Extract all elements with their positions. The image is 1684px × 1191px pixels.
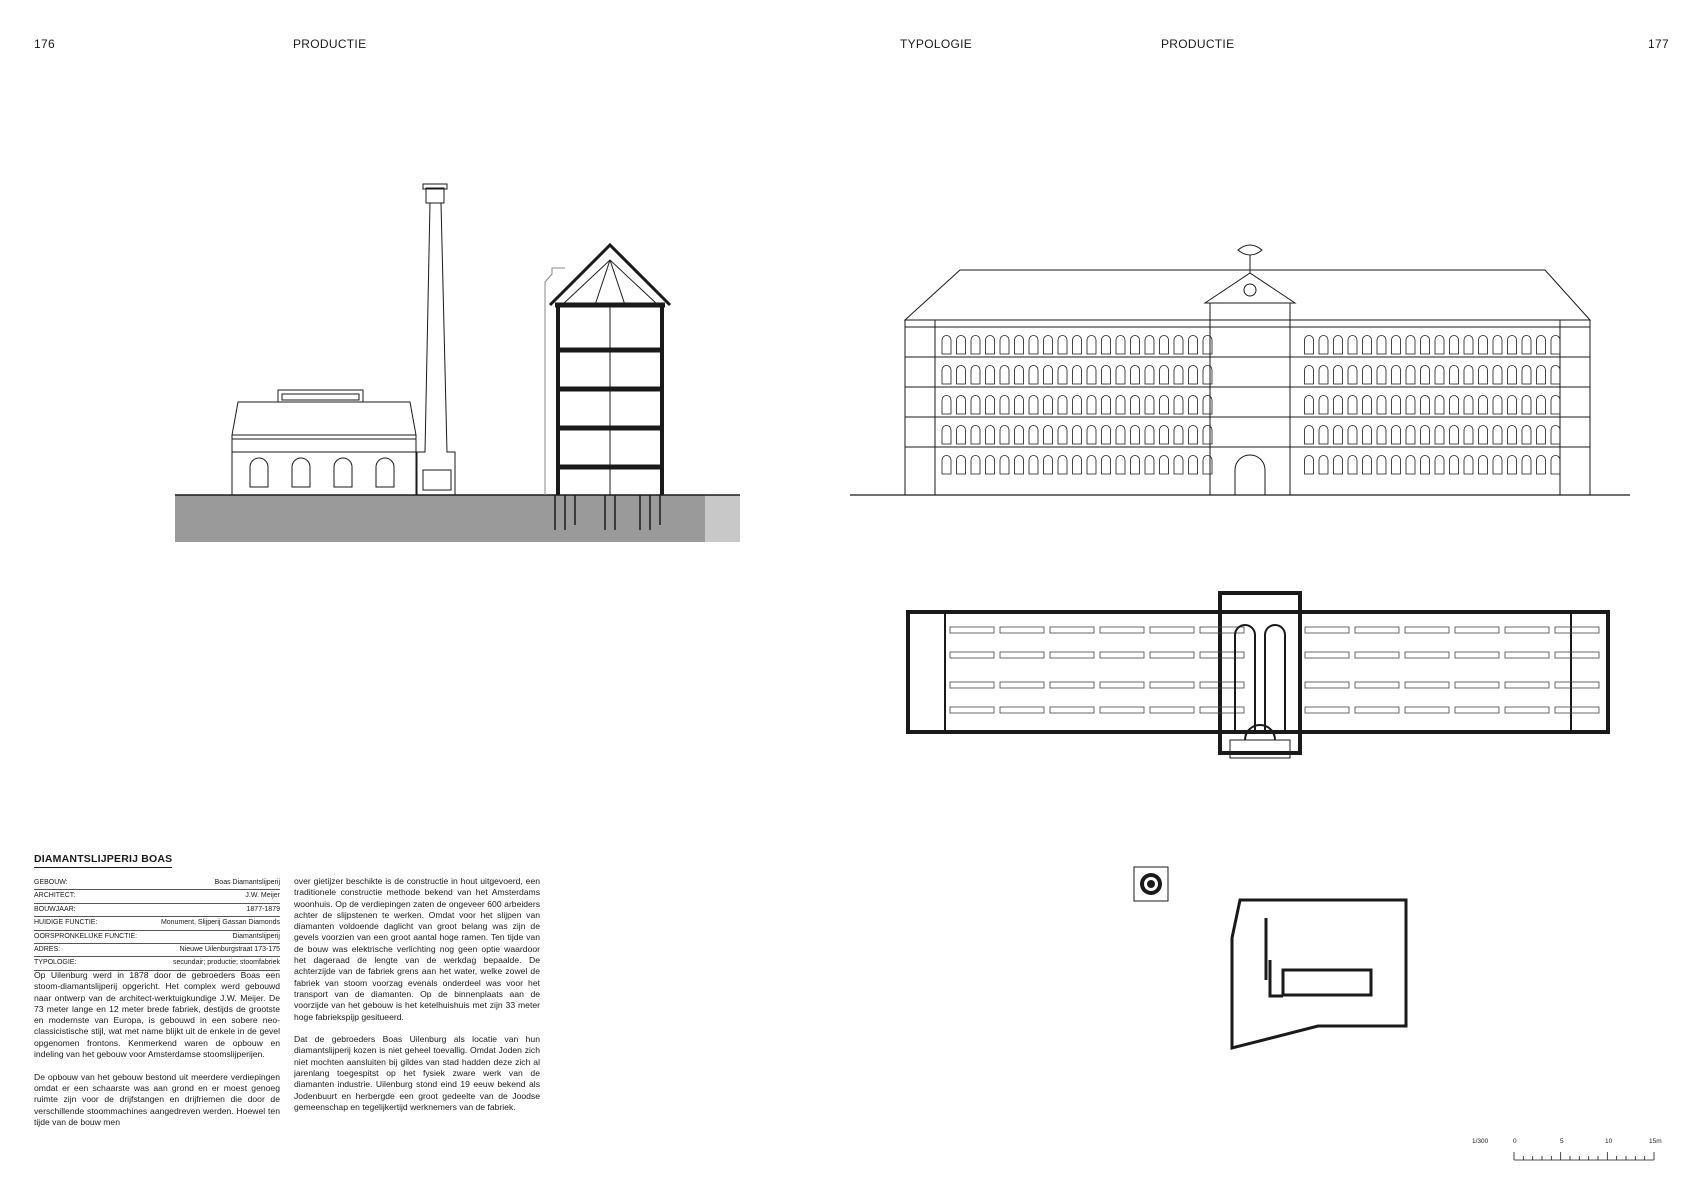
left-section-title: PRODUCTIE bbox=[293, 37, 367, 51]
building-title: DIAMANTSLIJPERIJ BOAS bbox=[34, 853, 172, 868]
detail-row bbox=[34, 931, 280, 944]
paragraph: De opbouw van het gebouw bestond uit meerdere verdiepingen omdat er een schaarste was aan grond en er moest genoeg ruimte zijn voor de drijfstangen en drijfriemen die door de verschillende stoommachines aangedreven werden. Hoewel ten tijde van de bouw men bbox=[34, 1071, 280, 1127]
scale-tick-label: 10 bbox=[1605, 1138, 1613, 1145]
paragraph: Op Uilenburg werd in 1878 door de gebroeders Boas een stoom-diamantslijperij opgericht. Het complex werd gebouwd naar ontwerp van de architect-werktuigkundige J.W. Meijer. De 73 meter lange en 12 meter brede fabriek, destijds de grootste en modernste van Europa, is gebouwd in een sobere neo-classicistische stijl, wat met name blijkt uit de enkele in de gevel opgenomen frontons. Kenmerkend waren de opbouw en indeling van het gebouw voor Amsterdamse stoomslijperijen. bbox=[34, 970, 280, 1060]
scale-tick-label: 5 bbox=[1560, 1138, 1564, 1145]
paragraph: Dat de gebroeders Boas Uilenburg als locatie van hun diamantslijperij kozen is niet geheel toevallig. Omdat Joden zich niet mochten aansluiten bij gildes van stad hadden deze zich al jarenlang toegespitst op het fysiek zware werk van de diamanten industrie. Uilenburg stond eind 19 eeuw bekend als Jodenbuurt en herbergde een groot gedeelte van de Joodse gemeenschap en tegelijkertijd werknemers van de fabriek. bbox=[294, 1034, 540, 1112]
detail-row bbox=[34, 957, 280, 970]
detail-label: GEBOUW: bbox=[34, 879, 68, 886]
detail-value: secundair; productie; stoomfabriek bbox=[173, 959, 280, 967]
scale-tick-label: 15m bbox=[1649, 1138, 1662, 1145]
detail-value: Boas Diamantslijperij bbox=[214, 879, 280, 886]
detail-value: Diamantslijperij bbox=[232, 932, 280, 940]
scale-tick-label: 0 bbox=[1513, 1138, 1517, 1145]
body-text-column-1 bbox=[34, 970, 280, 1139]
scale-ratio: 1/300 bbox=[1472, 1138, 1489, 1145]
detail-value: Monument, Slijperij Gassan Diamonds bbox=[160, 919, 280, 927]
detail-row bbox=[34, 917, 280, 930]
detail-label: BOUWJAAR: bbox=[34, 905, 76, 913]
building-details-table bbox=[34, 877, 280, 971]
north-arrow-icon bbox=[1133, 866, 1169, 902]
detail-value: J.W. Meijer bbox=[245, 892, 280, 900]
scale-bar bbox=[1514, 1150, 1664, 1162]
detail-label: TYPOLOGIE: bbox=[34, 959, 77, 967]
detail-value: Nieuwe Uilenburgstraat 173-175 bbox=[179, 945, 280, 953]
floor-plan-drawing bbox=[905, 590, 1615, 760]
section-elevation-drawing bbox=[170, 180, 760, 545]
right-section-title: PRODUCTIE bbox=[1161, 37, 1235, 51]
left-page-number: 176 bbox=[34, 37, 55, 51]
front-elevation-drawing bbox=[850, 245, 1630, 500]
detail-label: HUIDIGE FUNCTIE: bbox=[34, 919, 98, 927]
detail-label: ADRES: bbox=[34, 945, 61, 953]
detail-row bbox=[34, 944, 280, 957]
right-category-title: TYPOLOGIE bbox=[900, 37, 973, 51]
detail-label: ARCHITECT: bbox=[34, 892, 76, 900]
right-page-number: 177 bbox=[1648, 37, 1669, 51]
site-plan-drawing bbox=[1228, 898, 1408, 1050]
detail-row bbox=[34, 890, 280, 903]
detail-row bbox=[34, 904, 280, 917]
body-text-column-2 bbox=[294, 876, 540, 1125]
detail-value: 1877-1879 bbox=[246, 905, 280, 913]
paragraph: over gietijzer beschikte is de constructie in hout uitgevoerd, een traditionele constructie methode bekend van het Amsterdams woonhuis. Op de verdiepingen zaten de ongeveer 600 arbeiders achter de slijpstenen te werken. Omdat voor het slijpen van diamanten voldoende daglicht van groot belang was zijn de gevels voorzien van een groot aantal hoge ramen. Ten tijde van de bouw was elektrische verlichting nog geen optie waardoor het dageraad de lengte van de werkdag bepaalde. De achterzijde van de fabriek grens aan het water, welke zowel de fabriek van stoom voorzag evenals onderdeel was voor het transport van de diamanten. Op de binnenplaats aan de voorzijde van het gebouw is het ketelhuishuis met zijn 33 meter hoge fabriekspijp gesitueerd. bbox=[294, 876, 540, 1022]
detail-row bbox=[34, 877, 280, 890]
detail-label: OORSPRONKELIJKE FUNCTIE: bbox=[34, 932, 138, 940]
